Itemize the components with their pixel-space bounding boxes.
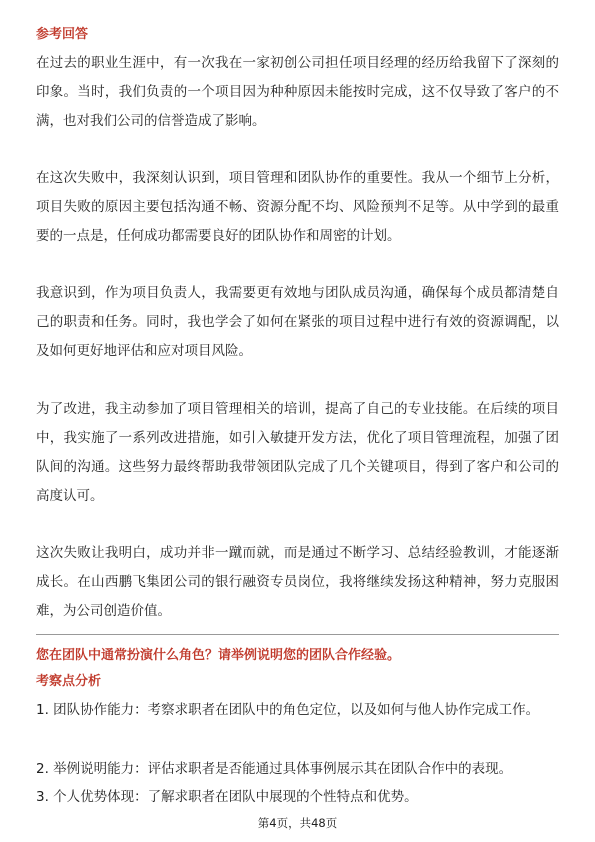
answer-paragraph-1: 在过去的职业生涯中，有一次我在一家初创公司担任项目经理的经历给我留下了深刻的印象。当时，我们负责的一个项目因为种种原因未能按时完成，这不仅导致了客户的不满，也对我们公司的信誉造成了影响。: [36, 55, 559, 129]
question-title: 您在团队中通常扮演什么角色？请举例说明您的团队合作经验。: [36, 648, 401, 663]
analysis-heading: 考察点分析: [36, 674, 102, 689]
analysis-item-3: 3. 个人优势体现：了解求职者在团队中展现的个性特点和优势。: [36, 789, 418, 805]
section-divider: [36, 634, 559, 635]
page-number: 第4页，共48页: [257, 816, 338, 830]
answer-heading: 参考回答: [36, 27, 89, 42]
analysis-item-1: 1. 团队协作能力：考察求职者在团队中的角色定位，以及如何与他人协作完成工作。: [36, 702, 540, 718]
analysis-item-2: 2. 举例说明能力：评估求职者是否能通过具体事例展示其在团队合作中的表现。: [36, 761, 513, 777]
answer-paragraph-3: 我意识到，作为项目负责人，我需要更有效地与团队成员沟通，确保每个成员都清楚自己的职责和任务。同时，我也学会了如何在紧张的项目过程中进行有效的资源调配，以及如何更好地评估和应对项目风险。: [36, 285, 559, 359]
answer-paragraph-4: 为了改进，我主动参加了项目管理相关的培训，提高了自己的专业技能。在后续的项目中，我实施了一系列改进措施，如引入敏捷开发方法，优化了项目管理流程，加强了团队间的沟通。这些努力最终帮助我带领团队完成了几个关键项目，得到了客户和公司的高度认可。: [36, 401, 559, 504]
answer-paragraph-2: 在这次失败中，我深刻认识到，项目管理和团队协作的重要性。我从一个细节上分析，项目失败的原因主要包括沟通不畅、资源分配不均、风险预判不足等。从中学到的最重要的一点是，任何成功都需要良好的团队协作和周密的计划。: [36, 170, 559, 244]
answer-paragraph-5: 这次失败让我明白，成功并非一蹴而就，而是通过不断学习、总结经验教训，才能逐渐成长。在山西鹏飞集团公司的银行融资专员岗位，我将继续发扬这种精神，努力克服困难，为公司创造价值。: [36, 545, 559, 619]
